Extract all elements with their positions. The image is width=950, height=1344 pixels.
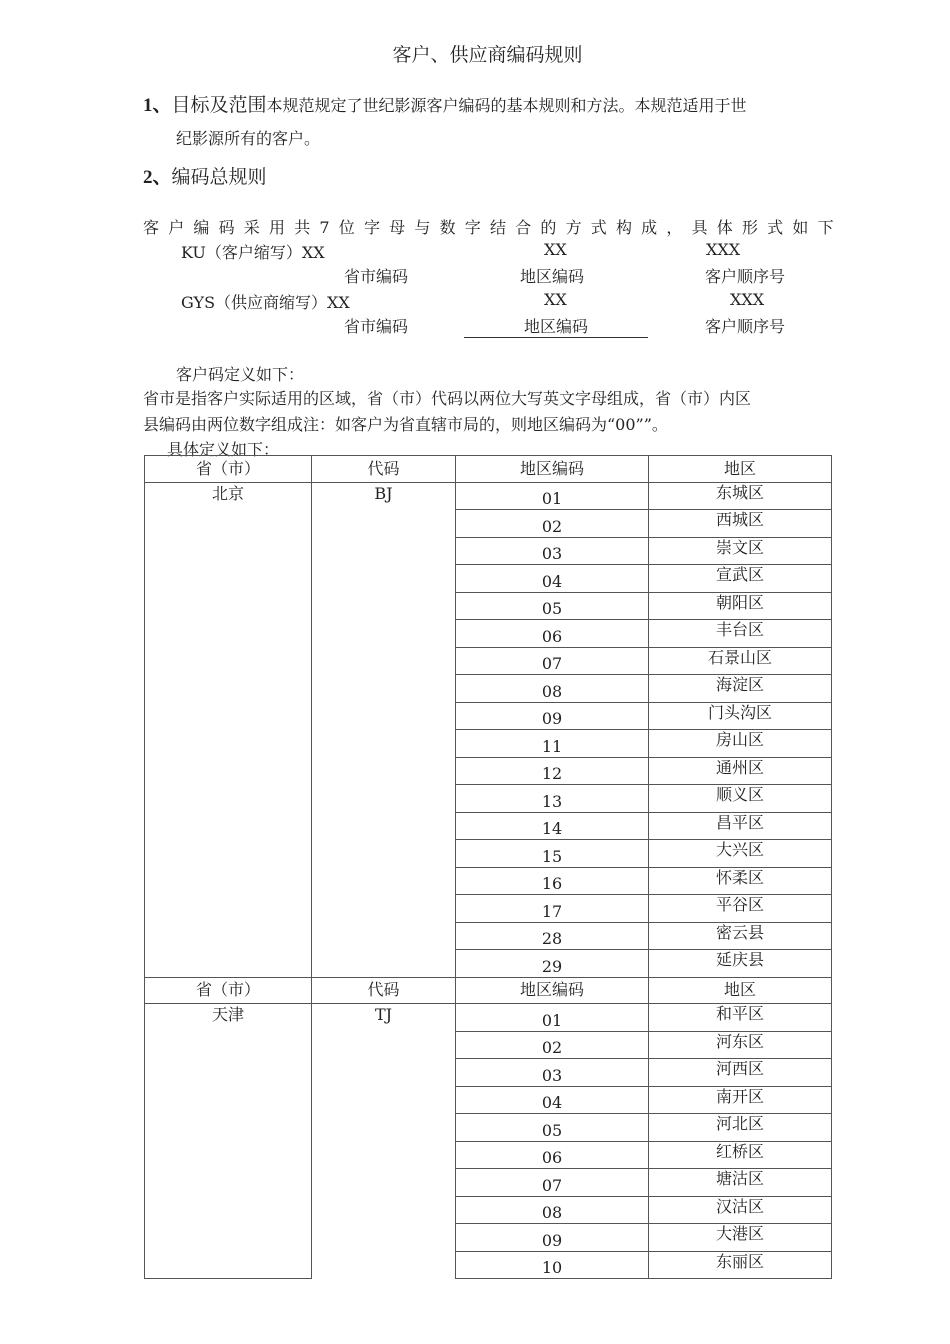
header-code: 代码 [312,977,456,1004]
header-region-name: 地区 [649,977,832,1004]
header-region-number: 地区编码 [456,456,649,483]
ku-sub-province: 省市编码 [344,267,409,286]
gys-format-seq: XXX [730,290,765,309]
province-code-cell: BJ [312,482,456,977]
ku-sub-seq: 客户顺序号 [705,267,786,286]
region-name-cell: 朝阳区 [649,592,832,620]
region-name-cell: 东丽区 [649,1251,832,1279]
section-1-number: 1、 [143,95,172,116]
region-number-cell: 28 [456,922,649,950]
region-number-cell: 06 [456,620,649,648]
ku-format-label: KU（客户缩写）XX [181,243,325,262]
table-row [145,482,832,510]
gys-sub-province: 省市编码 [344,317,409,336]
region-name-cell: 延庆县 [649,950,832,978]
table-header-row [145,977,832,1004]
page-title: 客户、供应商编码规则 [392,44,583,66]
region-number-cell: 13 [456,785,649,813]
region-name-cell: 丰台区 [649,620,832,648]
region-number-cell: 09 [456,1224,649,1252]
region-name-cell: 南开区 [649,1086,832,1114]
region-number-cell: 09 [456,702,649,730]
region-number-cell: 03 [456,1059,649,1087]
section-1-text-line2: 纪影源所有的客户。 [176,129,321,148]
region-name-cell: 崇文区 [649,537,832,565]
header-province: 省（市） [145,977,312,1004]
region-number-cell: 08 [456,1196,649,1224]
region-number-cell: 01 [456,482,649,510]
region-number-cell: 29 [456,950,649,978]
definition-line2: 县编码由两位数字组成注：如客户为省直辖市局的，则地区编码为“00””。 [143,415,668,434]
region-name-cell: 密云县 [649,922,832,950]
region-name-cell: 房山区 [649,730,832,758]
province-cell: 北京 [145,482,312,977]
section-2-number: 2、 [143,167,172,188]
region-number-cell: 02 [456,510,649,538]
gys-sub-region: 地区编码 [464,314,648,338]
region-number-cell: 01 [456,1004,649,1032]
region-name-cell: 石景山区 [649,647,832,675]
region-name-cell: 大兴区 [649,840,832,868]
region-number-cell: 08 [456,675,649,703]
region-number-cell: 05 [456,1114,649,1142]
region-number-cell: 11 [456,730,649,758]
table-row [145,1004,832,1032]
region-number-cell: 07 [456,1169,649,1197]
definition-intro: 客户码定义如下： [176,365,305,384]
definition-detail: 具体定义如下： [167,440,280,459]
section-1-title: 目标及范围 [171,94,267,116]
region-number-cell: 14 [456,812,649,840]
region-name-cell: 河北区 [649,1114,832,1142]
region-number-cell: 17 [456,895,649,923]
gys-format-region: XX [544,290,567,309]
region-name-cell: 塘沽区 [649,1169,832,1197]
header-province: 省（市） [145,456,312,483]
section-1-heading [143,90,747,117]
region-name-cell: 汉沽区 [649,1196,832,1224]
region-number-cell: 03 [456,537,649,565]
section-2-title: 编码总规则 [171,166,267,188]
region-number-cell: 04 [456,565,649,593]
region-name-cell: 顺义区 [649,785,832,813]
region-name-cell: 海淀区 [649,675,832,703]
region-name-cell: 通州区 [649,757,832,785]
region-name-cell: 河西区 [649,1059,832,1087]
region-code-table [144,455,832,1279]
gys-format-label: GYS（供应商缩写）XX [181,293,350,312]
region-name-cell: 平谷区 [649,895,832,923]
region-number-cell: 02 [456,1031,649,1059]
region-number-cell: 16 [456,867,649,895]
region-name-cell: 昌平区 [649,812,832,840]
region-name-cell: 河东区 [649,1031,832,1059]
header-region-name: 地区 [649,456,832,483]
region-name-cell: 宣武区 [649,565,832,593]
ku-sub-region: 地区编码 [520,267,585,286]
region-number-cell: 10 [456,1251,649,1279]
ku-format-region: XX [544,240,567,259]
region-name-cell: 大港区 [649,1224,832,1252]
region-name-cell: 东城区 [649,482,832,510]
region-number-cell: 15 [456,840,649,868]
section-1-text-line1: 本规范规定了世纪影源客户编码的基本规则和方法。本规范适用于世 [266,96,747,115]
region-code-table-body [145,456,832,1279]
ku-format-seq: XXX [706,240,741,259]
format-intro: 客户编码采用共7位字母与数字结合的方式构成，具体形式如下 [143,218,843,237]
header-region-number: 地区编码 [456,977,649,1004]
region-name-cell: 怀柔区 [649,867,832,895]
region-number-cell: 05 [456,592,649,620]
section-2-heading [143,162,267,189]
region-name-cell: 红桥区 [649,1141,832,1169]
region-number-cell: 06 [456,1141,649,1169]
region-number-cell: 04 [456,1086,649,1114]
province-cell: 天津 [145,1004,312,1279]
region-number-cell: 12 [456,757,649,785]
gys-sub-seq: 客户顺序号 [705,317,786,336]
region-name-cell: 西城区 [649,510,832,538]
region-name-cell: 门头沟区 [649,702,832,730]
province-code-cell: TJ [312,1004,456,1279]
definition-line1: 省市是指客户实际适用的区域，省（市）代码以两位大写英文字母组成，省（市）内区 [143,389,752,408]
region-name-cell: 和平区 [649,1004,832,1032]
region-number-cell: 07 [456,647,649,675]
table-header-row [145,456,832,483]
header-code: 代码 [312,456,456,483]
